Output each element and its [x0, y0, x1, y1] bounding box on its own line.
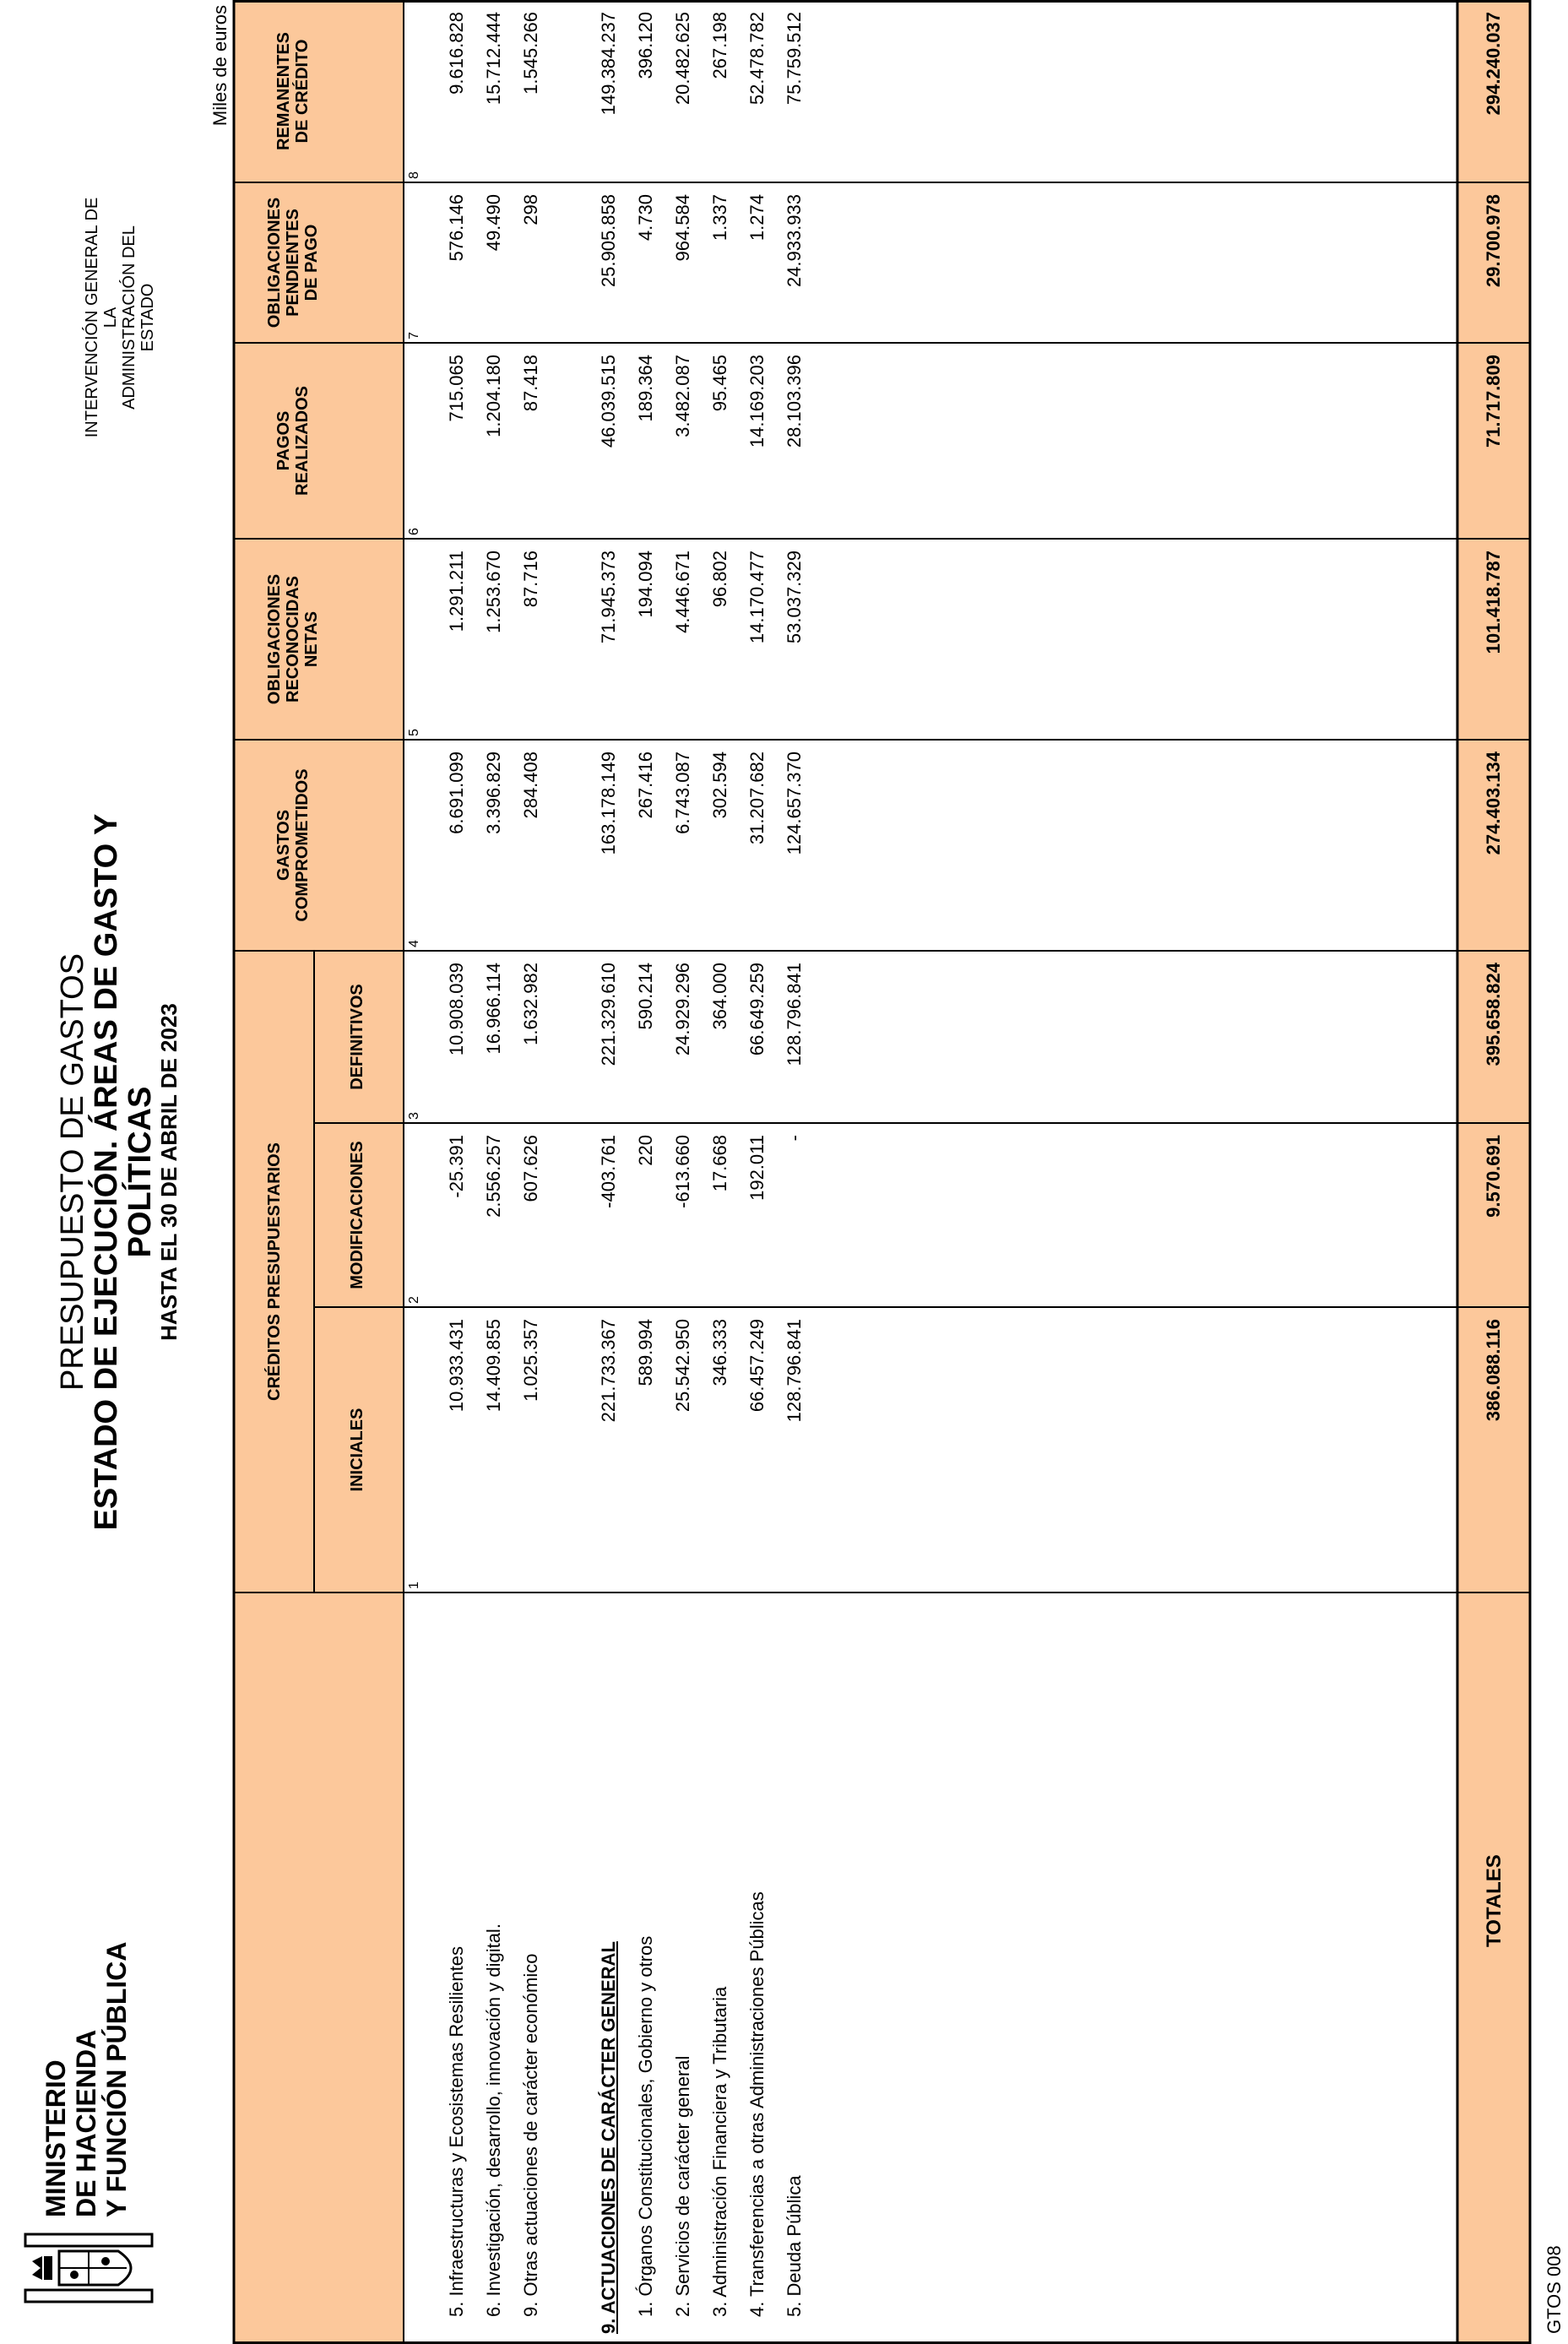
table-cell: 4.446.671	[672, 551, 693, 633]
header-pagos-realizados	[274, 343, 312, 539]
header-obligaciones-pendientes	[265, 182, 321, 343]
footer-code: GTOS 008	[1544, 2245, 1565, 2334]
header-iniciales: INICIALES	[348, 1408, 366, 1492]
row-label: 5. Infraestructuras y Ecosistemas Resilientes	[446, 1946, 467, 2317]
intervencion-line-2: ADMINISTRACIÓN DEL ESTADO	[120, 225, 157, 410]
table-cell: 221.733.367	[598, 1319, 619, 1423]
totals-cell: 395.658.824	[1483, 963, 1504, 1066]
table-cell: 267.416	[635, 751, 656, 819]
header-gastos-line-1: GASTOS	[274, 809, 293, 882]
table-cell: 128.796.841	[784, 963, 805, 1066]
totals-cell: 274.403.134	[1483, 751, 1504, 855]
table-cell: 49.490	[483, 194, 504, 252]
table-cell: 24.929.296	[672, 963, 693, 1056]
table-cell: 589.994	[635, 1319, 656, 1386]
header-obligaciones-line-2: RECONOCIDAS	[284, 576, 302, 703]
totals-cell: 386.088.116	[1483, 1319, 1504, 1422]
title-line-1: PRESUPUESTO DE GASTOS	[55, 952, 90, 1392]
header-obligaciones-line-1: OBLIGACIONES	[265, 573, 284, 705]
row-label: 3. Administración Financiera y Tributaria	[709, 1986, 730, 2317]
column-index: 6	[407, 528, 421, 535]
table-cell: 15.712.444	[483, 12, 504, 106]
table-cell: 25.542.950	[672, 1319, 693, 1413]
table-cell: 3.396.829	[483, 751, 504, 834]
table-cell: 87.418	[520, 355, 541, 412]
table-cell: 590.214	[635, 963, 656, 1030]
header-pendientes-line-3: DE PAGO	[302, 224, 321, 301]
table-cell: 31.207.682	[746, 751, 768, 845]
table-cell: 715.065	[446, 355, 467, 422]
header-remanentes	[274, 0, 312, 182]
table-cell: 24.933.933	[784, 194, 805, 288]
header-obligaciones-line-3: NETAS	[302, 610, 321, 668]
column-index: 3	[407, 1112, 421, 1120]
column-index: 8	[407, 171, 421, 179]
header-modificaciones: MODIFICACIONES	[348, 1141, 366, 1289]
header-gastos-comprometidos	[274, 740, 312, 951]
header-remanentes-line-2: DE CRÉDITO	[293, 39, 312, 144]
table-cell: 1.274	[746, 194, 768, 241]
table-cell: 607.626	[520, 1135, 541, 1202]
table-cell: 964.584	[672, 194, 693, 262]
table-cell: 1.632.982	[520, 963, 541, 1045]
table-cell: 75.759.512	[784, 12, 805, 106]
title-line-3: HASTA EL 30 DE ABRIL DE 2023	[156, 1003, 182, 1341]
header-definitivos: DEFINITIVOS	[348, 984, 366, 1090]
column-index: 2	[407, 1296, 421, 1304]
table-cell: 95.465	[709, 355, 730, 412]
table-cell: 28.103.396	[784, 355, 805, 448]
table-cell: 192.011	[746, 1135, 768, 1201]
row-label: 6. Investigación, desarrollo, innovación y digital.	[483, 1923, 504, 2317]
table-cell: 16.966.114	[483, 963, 504, 1055]
table-cell: 4.730	[635, 194, 656, 241]
row-label: 9. ACTUACIONES DE CARÁCTER GENERAL	[598, 1941, 619, 2334]
table-cell: -403.761	[598, 1135, 619, 1208]
totals-cell: 9.570.691	[1483, 1135, 1504, 1218]
table-cell: 87.716	[520, 551, 541, 608]
table-cell: 14.409.855	[483, 1319, 504, 1413]
ministry-line-3: Y FUNCIÓN PÚBLICA	[101, 1941, 132, 2217]
table-cell: 189.364	[635, 355, 656, 422]
table-cell: 2.556.257	[483, 1135, 504, 1218]
table-cell: 17.668	[709, 1135, 730, 1192]
table-cell: 10.908.039	[446, 963, 467, 1056]
totals-label: TOTALES	[1483, 1854, 1506, 1947]
table-cell: 1.545.266	[520, 12, 541, 95]
row-label: 4. Transferencias a otras Administraciones Públicas	[746, 1891, 768, 2317]
table-cell: 364.000	[709, 963, 730, 1030]
table-cell: 1.337	[709, 194, 730, 241]
row-label: 9. Otras actuaciones de carácter económico	[520, 1953, 541, 2317]
totals-cell: 294.240.037	[1483, 12, 1504, 116]
header-gastos-line-2: COMPROMETIDOS	[293, 768, 312, 922]
table-cell: 194.094	[635, 551, 656, 618]
table-cell: -613.660	[672, 1135, 693, 1208]
table-cell: 220	[635, 1135, 656, 1166]
table-cell: 6.743.087	[672, 751, 693, 834]
header-remanentes-line-1: REMANENTES	[274, 32, 293, 151]
ministry-line-2: DE HACIENDA	[71, 2029, 101, 2217]
table-cell: 20.482.625	[672, 12, 693, 106]
header-obligaciones-reconocidas	[265, 539, 321, 740]
header-creditos-presupuestarios: CRÉDITOS PRESUPUESTARIOS	[265, 1142, 284, 1401]
table-cell: 302.594	[709, 751, 730, 819]
table-cell: 52.478.782	[746, 12, 768, 106]
column-index: 1	[407, 1582, 421, 1589]
table-cell: 221.329.610	[598, 963, 619, 1066]
header-pendientes-line-1: OBLIGACIONES	[265, 197, 284, 328]
table-cell: 396.120	[635, 12, 656, 79]
row-label: 2. Servicios de carácter general	[672, 2055, 693, 2317]
table-cell: 10.933.431	[446, 1319, 467, 1413]
table-cell: 163.178.149	[598, 751, 619, 855]
table-cell: 14.169.203	[746, 355, 768, 448]
table-cell: 267.198	[709, 12, 730, 79]
table-cell: 1.253.670	[483, 551, 504, 633]
column-index: 4	[407, 940, 421, 947]
table-cell: -	[784, 1135, 805, 1142]
table-cell: 576.146	[446, 194, 467, 262]
ministry-line-1: MINISTERIO	[41, 2059, 71, 2217]
table-cell: 66.649.259	[746, 963, 768, 1056]
table-cell: 149.384.237	[598, 12, 619, 116]
column-index: 7	[407, 332, 421, 339]
intervencion-line-1: INTERVENCIÓN GENERAL DE LA	[83, 197, 120, 438]
header-pagos-line-1: PAGOS	[274, 410, 293, 471]
table-cell: 1.291.211	[446, 551, 467, 632]
table-cell: 14.170.477	[746, 551, 768, 644]
table-cell: 6.691.099	[446, 751, 467, 834]
totals-cell: 29.700.978	[1483, 194, 1504, 288]
table-cell: 96.802	[709, 551, 730, 608]
units-label: Miles de euros	[209, 5, 231, 127]
table-cell: 3.482.087	[672, 355, 693, 437]
header-pagos-line-2: REALIZADOS	[293, 386, 312, 496]
title-line-2: ESTADO DE EJECUCIÓN. ÁREAS DE GASTO Y POLÍTICAS	[89, 813, 158, 1531]
totals-cell: 71.717.809	[1483, 355, 1504, 448]
table-cell: 1.204.180	[483, 355, 504, 437]
table-cell: 25.905.858	[598, 194, 619, 288]
table-cell: 284.408	[520, 751, 541, 819]
table-cell: 128.796.841	[784, 1319, 805, 1423]
table-cell: 298	[520, 194, 541, 225]
column-index: 5	[407, 729, 421, 736]
table-cell: 71.945.373	[598, 551, 619, 644]
totals-cell: 101.418.787	[1483, 551, 1504, 654]
table-cell: 9.616.828	[446, 12, 467, 95]
table-cell: 66.457.249	[746, 1319, 768, 1413]
table-cell: 1.025.357	[520, 1319, 541, 1402]
table-cell: -25.391	[446, 1135, 467, 1198]
header-pendientes-line-2: PENDIENTES	[284, 209, 302, 317]
row-label: 1. Órganos Constitucionales, Gobierno y otros	[635, 1935, 656, 2317]
table-cell: 46.039.515	[598, 355, 619, 448]
table-cell: 346.333	[709, 1319, 730, 1386]
row-label: 5. Deuda Pública	[784, 2175, 805, 2317]
table-cell: 53.037.329	[784, 551, 805, 644]
table-cell: 124.657.370	[784, 751, 805, 855]
